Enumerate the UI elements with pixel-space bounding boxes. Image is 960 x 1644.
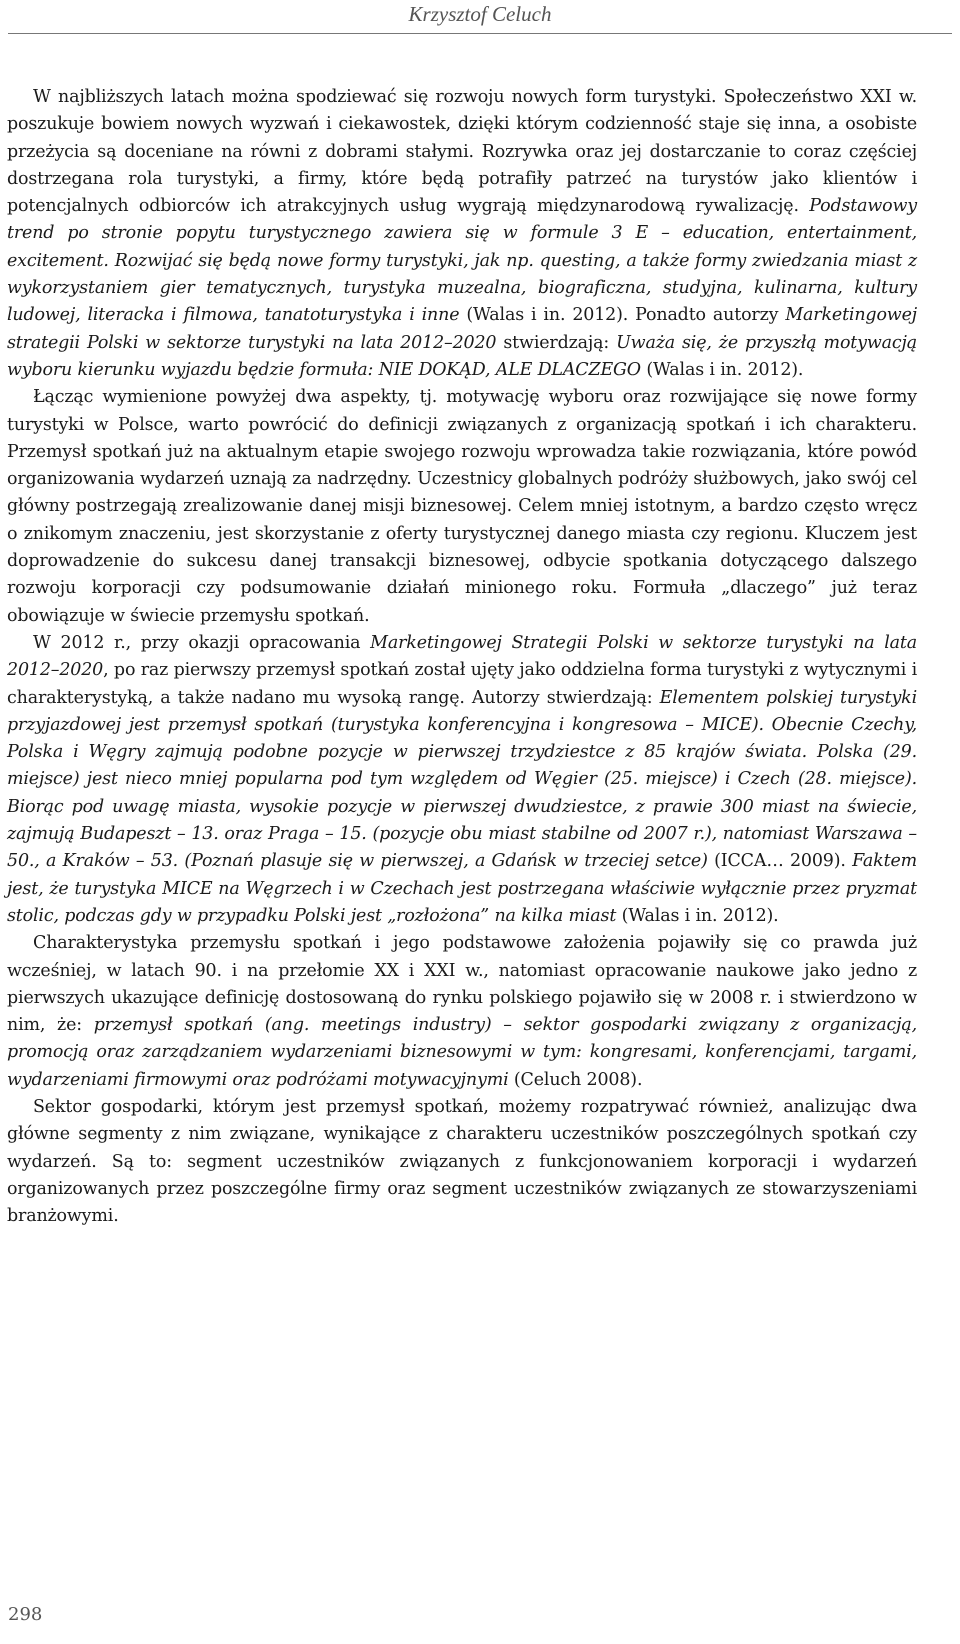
- text-run: (ICCA… 2009).: [707, 851, 853, 872]
- italic-run: Elementem polskiej turystyki przyjazdowej jest przemysł spotkań (turystyka konferencyjna i kongresowa – MICE). Obecnie Czechy, Polska i Węgry zajmują podobne pozycje w pierwszej trzydziestce z 85 krajów świata. Polska (29. miejsce) jest nieco mniej popularna pod tym względem od Węgier (25. miejsce) i Czech (28. miejsce). Biorąc pod uwagę miasta, wysokie pozycje w pierwszej dwudziestce, z prawie 300 miast na świecie, zajmują Budapeszt – 13. oraz Praga – 15. (pozycje obu miast stabilne od 2007 r.), natomiast Warszawa – 50., a Kraków – 53. (Poznań plasuje się w pierwszej, a Gdańsk w trzeciej setce): [7, 687, 917, 872]
- paragraph: [7, 630, 917, 930]
- text-run: Łącząc wymienione powyżej dwa aspekty, tj. motywację wyboru oraz rozwijające się nowe formy turystyki w Polsce, warto powrócić do definicji związanych z organizacją spotkań i ich charakteru. Przemysł spotkań już na aktualnym etapie swojego rozwoju wprowadza takie rozwiązania, które powód organizowania wydarzeń uznają za nadrzędny. Uczestnicy globalnych podróży służbowych, jako swój cel główny postrzegają zrealizowanie danej misji biznesowej. Celem mniej istotnym, a bardzo często wręcz o znikomym znaczeniu, jest skorzystanie z oferty turystycznej danego miasta czy regionu. Kluczem jest doprowadzenie do sukcesu danej transakcji biznesowej, odbycie spotkania dotyczącego dalszego rozwoju korporacji czy podsumowanie działań minionego roku. Formuła „dlaczego” już teraz obowiązuje w świecie przemysłu spotkań.: [7, 387, 917, 626]
- italic-run: Marketingowej strategii Polski w sektorze turystyki na lata 2012–2020: [7, 305, 917, 353]
- text-run: stwierdzają:: [496, 332, 617, 353]
- text-run: Sektor gospodarki, którym jest przemysł spotkań, możemy rozpatrywać również, analizując dwa główne segmenty z nim związane, wynikające z charakteru uczestników poszczególnych spotkań czy wydarzeń. Są to: segment uczestników związanych z funkcjonowaniem korporacji i wydarzeń organizowanych przez poszczególne firmy oraz segment uczestników związanych ze stowarzyszeniami branżowymi.: [7, 1096, 917, 1227]
- text-run: (Celuch 2008).: [508, 1069, 643, 1090]
- text-run: (Walas i in. 2012). Ponadto autorzy: [459, 305, 786, 326]
- page-number: 298: [8, 1604, 43, 1625]
- text-run: , po raz pierwszy przemysł spotkań został ujęty jako oddzielna forma turystyki z wytycznymi i charakterystyką, a także nadano mu wysoką rangę. Autorzy stwierdzają:: [7, 660, 917, 708]
- paragraph: [7, 930, 917, 1094]
- text-run: W 2012 r., przy okazji opracowania: [33, 632, 371, 653]
- paragraph: [7, 1094, 917, 1230]
- text-run: W najbliższych latach można spodziewać się rozwoju nowych form turystyki. Społeczeństwo XXI w. poszukuje bowiem nowych wyzwań i ciekawostek, dzięki którym codzienność staje się inna, a osobiste przeżycia są doceniane na równi z dobrami stałymi. Rozrywka oraz jej dostarczanie to coraz częściej dostrzegana rola turystyki, a firmy, które będą potrafiły patrzeć na turystów jako klientów i potencjalnych odbiorców ich atrakcyjnych usług wygrają międzynarodową rywalizację.: [7, 87, 917, 217]
- italic-run: Marketingowej Strategii Polski w sektorze turystyki na lata 2012–2020: [7, 632, 917, 681]
- italic-run: Faktem jest, że turystyka MICE na Węgrzech i w Czechach jest postrzegana właściwie wyłącznie przez pryzmat stolic, podczas gdy w przypadku Polski jest „rozłożona” na kilka miast: [7, 851, 917, 926]
- body-text: [7, 84, 917, 1230]
- header-rule: [8, 33, 952, 34]
- italic-run: Uważa się, że przyszłą motywacją wyboru kierunku wyjazdu będzie formuła: NIE DOKĄD, ALE DLACZEGO: [7, 332, 917, 380]
- italic-run: Podstawowy trend po stronie popytu turystycznego zawiera się w formule 3 E – education, entertainment, excitement. Rozwijać się będą nowe formy turystyki, jak np. questing, a także formy zwiedzania miast z wykorzystaniem gier tematycznych, turystyka muzealna, biograficzna, studyjna, kulinarna, kultury ludowej, literacka i filmowa, tanatoturystyka i inne: [7, 196, 917, 326]
- paragraph: [7, 84, 917, 384]
- italic-run: przemysł spotkań (ang. meetings industry) – sektor gospodarki związany z organizacją, promocją oraz zarządzaniem wydarzeniami biznesowymi w tym: kongresami, konferencjami, targami, wydarzeniami firmowymi oraz podróżami motywacyjnymi: [7, 1015, 917, 1090]
- running-head: Krzysztof Celuch: [408, 2, 552, 26]
- text-run: (Walas i in. 2012).: [640, 359, 804, 380]
- text-run: (Walas i in. 2012).: [616, 905, 779, 926]
- paragraph: [7, 384, 917, 630]
- text-run: Charakterystyka przemysłu spotkań i jego podstawowe założenia pojawiły się co prawda już wcześniej, w latach 90. i na przełomie XX i XXI w., natomiast opracowanie naukowe jako jedno z pierwszych ukazujące definicję dostosowaną do rynku polskiego pojawiło się w 2008 r. i stwierdzono w nim, że:: [7, 933, 917, 1036]
